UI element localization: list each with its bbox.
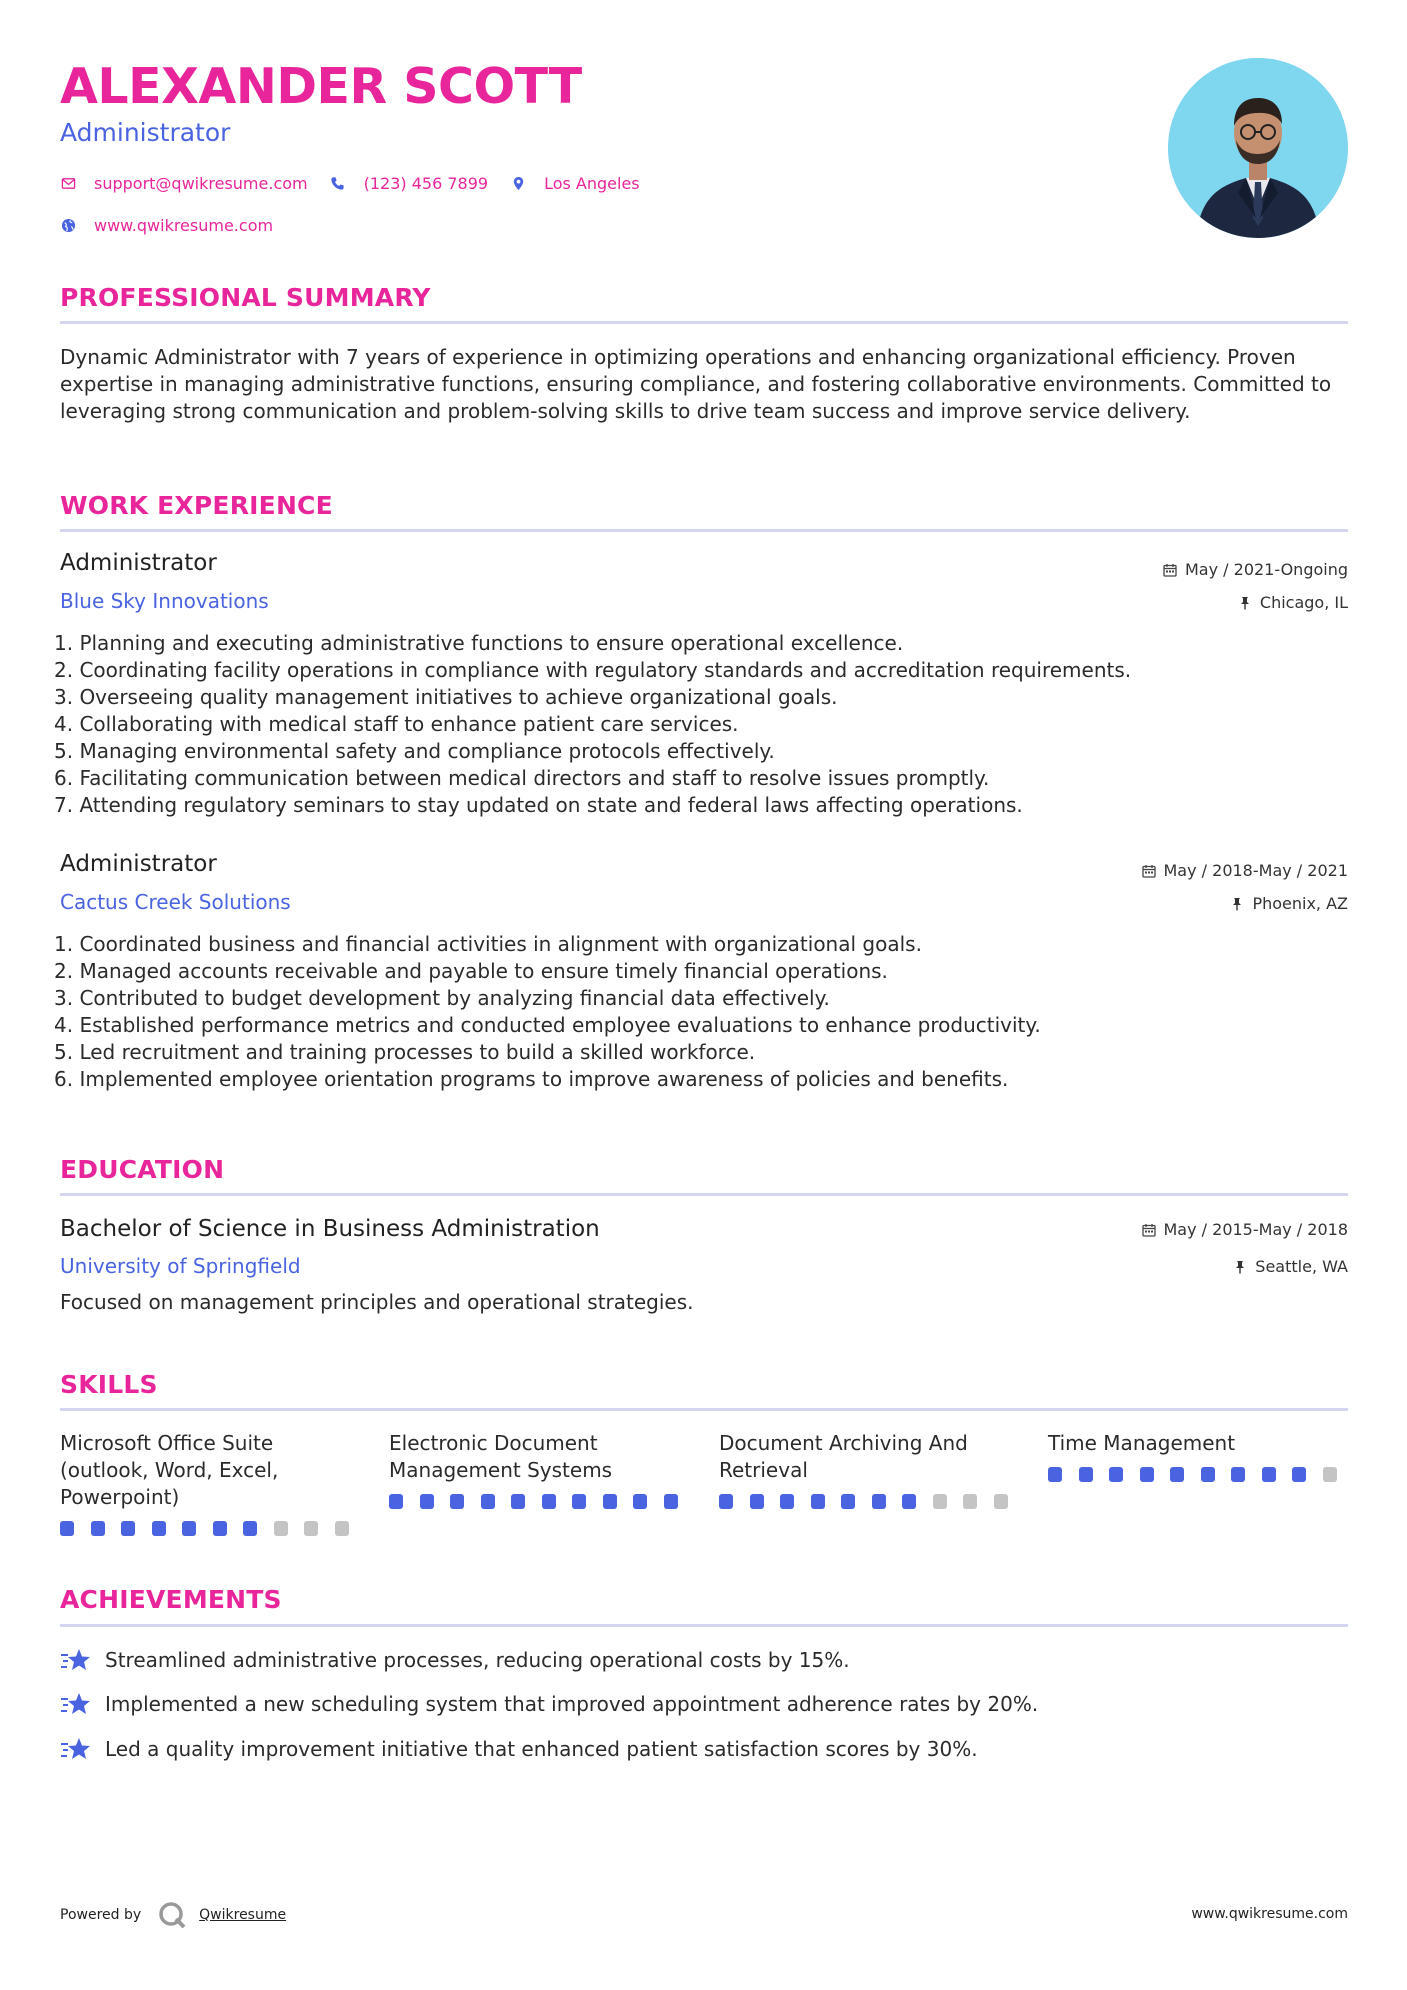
education-location-text: Seattle, WA bbox=[1255, 1257, 1348, 1276]
list-item: 4. Collaborating with medical staff to enhance patient care services. bbox=[54, 712, 739, 736]
achievement-item bbox=[60, 1736, 978, 1762]
job-location-text: Chicago, IL bbox=[1259, 593, 1348, 612]
contact-row-website bbox=[60, 216, 295, 235]
star-icon bbox=[60, 1647, 92, 1673]
rating-dot-filled bbox=[841, 1494, 855, 1509]
section-divider bbox=[60, 1408, 1348, 1411]
rating-dot-filled bbox=[481, 1494, 495, 1509]
job-title: Administrator bbox=[60, 851, 217, 877]
rating-dot-filled bbox=[1231, 1467, 1245, 1482]
list-item: 4. Established performance metrics and conducted employee evaluations to enhance productivity. bbox=[54, 1013, 1041, 1037]
map-pin-icon bbox=[510, 176, 526, 192]
rating-dot-filled bbox=[603, 1494, 617, 1509]
list-item: 3. Contributed to budget development by analyzing financial data effectively. bbox=[54, 986, 830, 1010]
rating-dot-filled bbox=[1170, 1467, 1184, 1482]
education-heading: EDUCATION bbox=[60, 1155, 225, 1184]
powered-by-label: Powered by bbox=[60, 1907, 142, 1923]
education-description: Focused on management principles and operational strategies. bbox=[60, 1290, 694, 1314]
section-divider bbox=[60, 529, 1348, 532]
skill-item bbox=[1048, 1430, 1353, 1482]
education-location bbox=[1233, 1257, 1348, 1276]
star-icon bbox=[60, 1736, 92, 1762]
section-divider bbox=[60, 1624, 1348, 1627]
school-name: University of Springfield bbox=[60, 1254, 301, 1278]
achievement-text: Streamlined administrative processes, reducing operational costs by 15%. bbox=[105, 1648, 850, 1672]
skill-item bbox=[719, 1430, 1024, 1509]
rating-dot-filled bbox=[1079, 1467, 1093, 1482]
rating-dot-filled bbox=[780, 1494, 794, 1509]
summary-text: Dynamic Administrator with 7 years of experience in optimizing operations and enhancing organizational efficiency. Proven expertise in managing administrative functions, ensuring compliance, and fostering collaborative environments. Committed to leveraging strong communication and problem-solving skills to drive team success and improve service delivery. bbox=[60, 345, 1332, 423]
contact-phone[interactable] bbox=[330, 174, 488, 193]
pushpin-icon bbox=[1238, 596, 1252, 610]
list-item: 7. Attending regulatory seminars to stay updated on state and federal laws affecting operations. bbox=[54, 793, 1023, 817]
achievement-text: Implemented a new scheduling system that improved appointment adherence rates by 20%. bbox=[105, 1692, 1039, 1716]
rating-dot-empty bbox=[933, 1494, 947, 1509]
skill-rating bbox=[389, 1494, 694, 1509]
qwikresume-logo-icon bbox=[157, 1900, 187, 1930]
rating-dot-empty bbox=[994, 1494, 1008, 1509]
rating-dot-filled bbox=[664, 1494, 678, 1509]
rating-dot-filled bbox=[450, 1494, 464, 1509]
skills-heading: SKILLS bbox=[60, 1370, 158, 1399]
rating-dot-filled bbox=[811, 1494, 825, 1509]
rating-dot-empty bbox=[963, 1494, 977, 1509]
list-item: 6. Facilitating communication between medical directors and staff to resolve issues promptly. bbox=[54, 766, 990, 790]
website-text: www.qwikresume.com bbox=[94, 216, 274, 235]
footer-powered-by bbox=[60, 1900, 286, 1930]
list-item: 2. Coordinating facility operations in compliance with regulatory standards and accreditation requirements. bbox=[54, 658, 1132, 682]
rating-dot-filled bbox=[1140, 1467, 1154, 1482]
rating-dot-filled bbox=[1201, 1467, 1215, 1482]
star-icon bbox=[60, 1691, 92, 1717]
achievement-item bbox=[60, 1691, 1038, 1717]
achievement-text: Led a quality improvement initiative that enhanced patient satisfaction scores by 30%. bbox=[105, 1737, 978, 1761]
skill-name: Document Archiving And Retrieval bbox=[719, 1431, 968, 1482]
rating-dot-filled bbox=[1292, 1467, 1306, 1482]
rating-dot-filled bbox=[121, 1521, 135, 1536]
list-item: 3. Overseeing quality management initiatives to achieve organizational goals. bbox=[54, 685, 838, 709]
job-dates-text: May / 2018-May / 2021 bbox=[1163, 861, 1348, 880]
rating-dot-filled bbox=[243, 1521, 257, 1536]
skill-name: Microsoft Office Suite (outlook, Word, Excel, Powerpoint) bbox=[60, 1431, 279, 1509]
rating-dot-filled bbox=[389, 1494, 403, 1509]
skill-item bbox=[389, 1430, 694, 1509]
rating-dot-empty bbox=[304, 1521, 318, 1536]
job-location-text: Phoenix, AZ bbox=[1252, 894, 1348, 913]
achievement-item bbox=[60, 1647, 850, 1673]
envelope-icon bbox=[60, 176, 76, 192]
skill-name: Electronic Document Management Systems bbox=[389, 1431, 613, 1482]
pushpin-icon bbox=[1233, 1260, 1247, 1274]
job-dates bbox=[1163, 560, 1348, 579]
achievements-heading: ACHIEVEMENTS bbox=[60, 1585, 282, 1614]
rating-dot-filled bbox=[213, 1521, 227, 1536]
contact-row bbox=[60, 174, 662, 193]
contact-email[interactable] bbox=[60, 174, 308, 193]
contact-website[interactable] bbox=[60, 216, 273, 235]
rating-dot-filled bbox=[1048, 1467, 1062, 1482]
email-text: support@qwikresume.com bbox=[94, 174, 308, 193]
skill-rating bbox=[1048, 1467, 1353, 1482]
calendar-icon bbox=[1142, 1223, 1156, 1237]
rating-dot-filled bbox=[902, 1494, 916, 1509]
rating-dot-empty bbox=[1323, 1467, 1337, 1482]
list-item: 6. Implemented employee orientation programs to improve awareness of policies and benefits. bbox=[54, 1067, 1009, 1091]
rating-dot-filled bbox=[420, 1494, 434, 1509]
globe-icon bbox=[60, 218, 76, 234]
rating-dot-filled bbox=[872, 1494, 886, 1509]
rating-dot-filled bbox=[633, 1494, 647, 1509]
rating-dot-filled bbox=[572, 1494, 586, 1509]
list-item: 5. Led recruitment and training processes to build a skilled workforce. bbox=[54, 1040, 756, 1064]
job-location bbox=[1230, 894, 1348, 913]
job-dates-text: May / 2021-Ongoing bbox=[1185, 560, 1348, 579]
rating-dot-filled bbox=[1109, 1467, 1123, 1482]
rating-dot-empty bbox=[274, 1521, 288, 1536]
rating-dot-filled bbox=[152, 1521, 166, 1536]
skill-item bbox=[60, 1430, 365, 1536]
rating-dot-filled bbox=[1262, 1467, 1276, 1482]
candidate-title: Administrator bbox=[60, 118, 231, 147]
rating-dot-empty bbox=[335, 1521, 349, 1536]
calendar-icon bbox=[1142, 864, 1156, 878]
education-dates bbox=[1142, 1220, 1349, 1239]
rating-dot-filled bbox=[750, 1494, 764, 1509]
footer-url[interactable]: www.qwikresume.com bbox=[1191, 1906, 1348, 1922]
brand-link[interactable]: Qwikresume bbox=[199, 1907, 287, 1923]
contact-location bbox=[510, 174, 640, 193]
section-divider bbox=[60, 1193, 1348, 1196]
rating-dot-filled bbox=[542, 1494, 556, 1509]
skill-rating bbox=[719, 1494, 1024, 1509]
job-location bbox=[1238, 593, 1348, 612]
job-dates bbox=[1142, 861, 1349, 880]
skill-name: Time Management bbox=[1048, 1431, 1236, 1455]
rating-dot-filled bbox=[60, 1521, 74, 1536]
job-company: Cactus Creek Solutions bbox=[60, 890, 291, 914]
job-responsibilities bbox=[54, 630, 1344, 819]
rating-dot-filled bbox=[182, 1521, 196, 1536]
degree-title: Bachelor of Science in Business Administration bbox=[60, 1216, 600, 1242]
phone-icon bbox=[330, 176, 346, 192]
skill-rating bbox=[60, 1521, 365, 1536]
list-item: 1. Planning and executing administrative functions to ensure operational excellence. bbox=[54, 631, 904, 655]
rating-dot-filled bbox=[511, 1494, 525, 1509]
calendar-icon bbox=[1163, 563, 1177, 577]
job-title: Administrator bbox=[60, 550, 217, 576]
pushpin-icon bbox=[1230, 897, 1244, 911]
education-dates-text: May / 2015-May / 2018 bbox=[1163, 1220, 1348, 1239]
summary-heading: PROFESSIONAL SUMMARY bbox=[60, 283, 431, 312]
job-company: Blue Sky Innovations bbox=[60, 589, 269, 613]
section-divider bbox=[60, 321, 1348, 324]
list-item: 5. Managing environmental safety and compliance protocols effectively. bbox=[54, 739, 775, 763]
rating-dot-filled bbox=[91, 1521, 105, 1536]
job-responsibilities bbox=[54, 931, 1344, 1093]
list-item: 1. Coordinated business and financial activities in alignment with organizational goals. bbox=[54, 932, 922, 956]
experience-heading: WORK EXPERIENCE bbox=[60, 491, 333, 520]
list-item: 2. Managed accounts receivable and payable to ensure timely financial operations. bbox=[54, 959, 888, 983]
profile-photo bbox=[1168, 58, 1348, 238]
candidate-name: ALEXANDER SCOTT bbox=[60, 58, 582, 115]
location-text: Los Angeles bbox=[544, 174, 640, 193]
rating-dot-filled bbox=[719, 1494, 733, 1509]
phone-text: (123) 456 7899 bbox=[363, 174, 489, 193]
